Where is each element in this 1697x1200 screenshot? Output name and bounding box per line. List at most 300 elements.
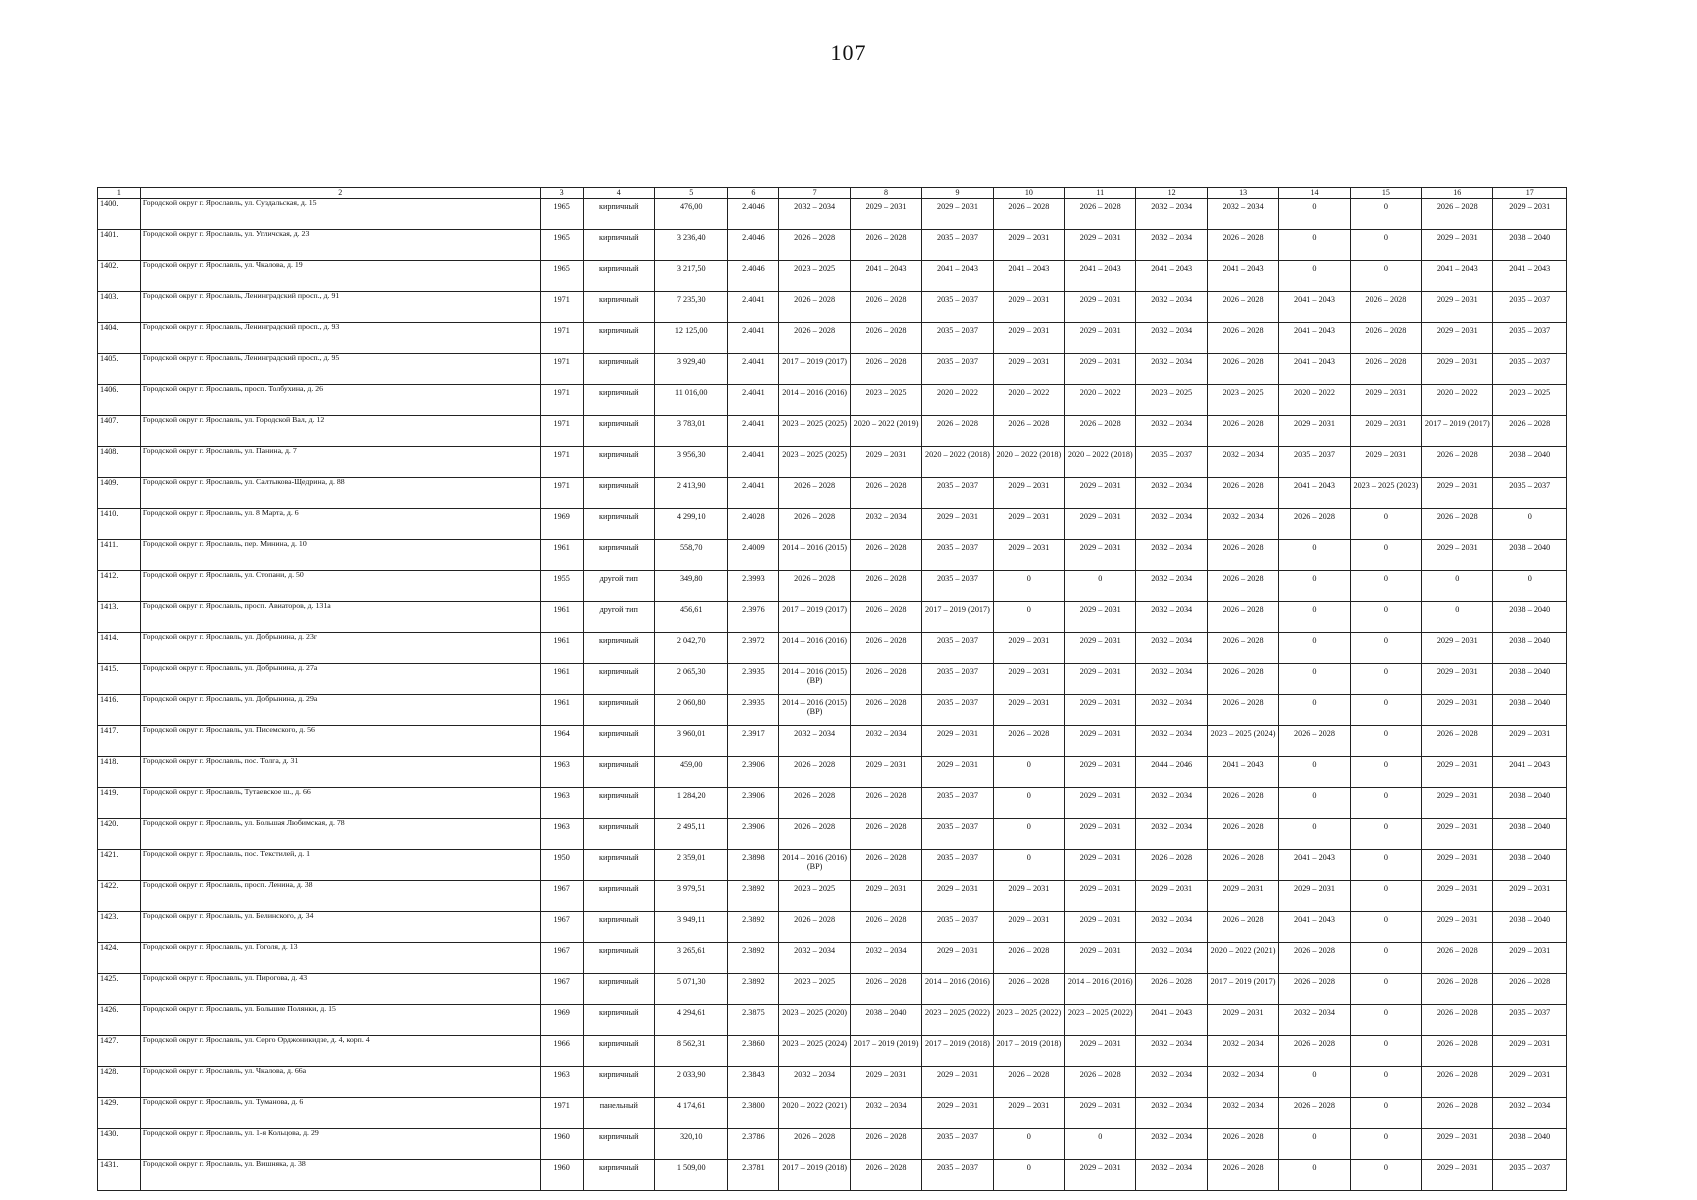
table-cell: 2041 – 2043 bbox=[1207, 757, 1278, 788]
table-cell: 2032 – 2034 bbox=[1136, 230, 1207, 261]
table-row bbox=[98, 478, 1567, 509]
row-number: 1403. bbox=[98, 292, 141, 323]
table-cell: 2029 – 2031 bbox=[993, 540, 1064, 571]
table-cell: 2029 – 2031 bbox=[922, 881, 993, 912]
table-cell: 2026 – 2028 bbox=[1422, 1005, 1493, 1036]
table-cell: 558,70 bbox=[654, 540, 727, 571]
table-cell: 456,61 bbox=[654, 602, 727, 633]
table-cell: 0 bbox=[1279, 540, 1350, 571]
table-cell: 2035 – 2037 bbox=[922, 323, 993, 354]
table-cell: 2029 – 2031 bbox=[1065, 292, 1136, 323]
address-cell: Городской округ г. Ярославль, ул. Стопани, д. 50 bbox=[140, 571, 540, 602]
column-header: 9 bbox=[922, 188, 993, 199]
row-number: 1413. bbox=[98, 602, 141, 633]
table-cell: 2026 – 2028 bbox=[850, 819, 921, 850]
table-cell: 2029 – 2031 bbox=[993, 664, 1064, 695]
table-cell: 0 bbox=[1279, 602, 1350, 633]
table-cell: 2026 – 2028 bbox=[1065, 199, 1136, 230]
table-row bbox=[98, 974, 1567, 1005]
table-cell: 2041 – 2043 bbox=[1136, 261, 1207, 292]
table-cell: 2026 – 2028 bbox=[993, 943, 1064, 974]
table-cell: 320,10 bbox=[654, 1129, 727, 1160]
address-cell: Городской округ г. Ярославль, Тутаевское ш., д. 66 bbox=[140, 788, 540, 819]
table-cell: 2035 – 2037 bbox=[922, 912, 993, 943]
table-cell: 2029 – 2031 bbox=[1065, 881, 1136, 912]
table-cell: 2035 – 2037 bbox=[1493, 1160, 1567, 1191]
table-cell: 2026 – 2028 bbox=[1422, 1098, 1493, 1129]
table-cell: 0 bbox=[1350, 943, 1421, 974]
table-cell: 2032 – 2034 bbox=[850, 1098, 921, 1129]
table-cell: 2035 – 2037 bbox=[1493, 354, 1567, 385]
table-row bbox=[98, 354, 1567, 385]
table-cell: 2035 – 2037 bbox=[922, 292, 993, 323]
table-cell: 2029 – 2031 bbox=[1422, 695, 1493, 726]
table-cell: 1960 bbox=[540, 1160, 583, 1191]
table-cell: 1 509,00 bbox=[654, 1160, 727, 1191]
table-cell: 2026 – 2028 bbox=[779, 292, 850, 323]
table-cell: 2026 – 2028 bbox=[1207, 788, 1278, 819]
row-number: 1422. bbox=[98, 881, 141, 912]
table-cell: 2041 – 2043 bbox=[1493, 757, 1567, 788]
row-number: 1411. bbox=[98, 540, 141, 571]
table-cell: 2029 – 2031 bbox=[922, 726, 993, 757]
address-cell: Городской округ г. Ярославль, пер. Минина, д. 10 bbox=[140, 540, 540, 571]
table-cell: 2014 – 2016 (2015) (ВР) bbox=[779, 664, 850, 695]
table-cell: 2020 – 2022 bbox=[1279, 385, 1350, 416]
table-cell: 2029 – 2031 bbox=[850, 881, 921, 912]
table-cell: 2.3906 bbox=[728, 819, 779, 850]
table-cell: 2.4041 bbox=[728, 323, 779, 354]
table-cell: 5 071,30 bbox=[654, 974, 727, 1005]
table-cell: 2029 – 2031 bbox=[1422, 819, 1493, 850]
table-cell: 2026 – 2028 bbox=[850, 478, 921, 509]
table-cell: 2041 – 2043 bbox=[1279, 850, 1350, 881]
table-cell: кирпичный bbox=[583, 664, 654, 695]
table-cell: 2029 – 2031 bbox=[1065, 509, 1136, 540]
table-cell: 1961 bbox=[540, 664, 583, 695]
table-cell: 2026 – 2028 bbox=[850, 1129, 921, 1160]
table-cell: кирпичный bbox=[583, 385, 654, 416]
table-cell: 2044 – 2046 bbox=[1136, 757, 1207, 788]
table-cell: 2029 – 2031 bbox=[922, 943, 993, 974]
table-cell: 2029 – 2031 bbox=[1422, 292, 1493, 323]
table-row bbox=[98, 664, 1567, 695]
table-row bbox=[98, 509, 1567, 540]
table-cell: 2026 – 2028 bbox=[850, 974, 921, 1005]
table-cell: 2035 – 2037 bbox=[1493, 478, 1567, 509]
table-cell: 2029 – 2031 bbox=[1065, 664, 1136, 695]
table-cell: 1 284,20 bbox=[654, 788, 727, 819]
table-cell: 2041 – 2043 bbox=[1065, 261, 1136, 292]
table-row bbox=[98, 633, 1567, 664]
table-cell: 1964 bbox=[540, 726, 583, 757]
table-cell: 2032 – 2034 bbox=[1136, 943, 1207, 974]
table-cell: 3 960,01 bbox=[654, 726, 727, 757]
table-cell: кирпичный bbox=[583, 819, 654, 850]
table-cell: 1966 bbox=[540, 1036, 583, 1067]
table-cell: 2 359,01 bbox=[654, 850, 727, 881]
row-number: 1414. bbox=[98, 633, 141, 664]
row-number: 1425. bbox=[98, 974, 141, 1005]
table-cell: 2041 – 2043 bbox=[1207, 261, 1278, 292]
table-cell: 2032 – 2034 bbox=[1136, 726, 1207, 757]
table-cell: 2032 – 2034 bbox=[1136, 323, 1207, 354]
table-cell: 2026 – 2028 bbox=[1279, 974, 1350, 1005]
table-row bbox=[98, 881, 1567, 912]
table-cell: 1967 bbox=[540, 881, 583, 912]
row-number: 1430. bbox=[98, 1129, 141, 1160]
table-row bbox=[98, 292, 1567, 323]
row-number: 1410. bbox=[98, 509, 141, 540]
table-cell: 2026 – 2028 bbox=[1207, 540, 1278, 571]
table-cell: панельный bbox=[583, 1098, 654, 1129]
table-cell: 2026 – 2028 bbox=[1207, 695, 1278, 726]
table-cell: 0 bbox=[1350, 1005, 1421, 1036]
address-cell: Городской округ г. Ярославль, Ленинградский просп., д. 93 bbox=[140, 323, 540, 354]
table-row bbox=[98, 819, 1567, 850]
table-cell: 2032 – 2034 bbox=[1136, 1067, 1207, 1098]
address-cell: Городской округ г. Ярославль, ул. Гоголя, д. 13 bbox=[140, 943, 540, 974]
table-cell: 2.3972 bbox=[728, 633, 779, 664]
table-cell: 2032 – 2034 bbox=[1136, 478, 1207, 509]
table-cell: 0 bbox=[1065, 571, 1136, 602]
address-cell: Городской округ г. Ярославль, ул. Добрынина, д. 29а bbox=[140, 695, 540, 726]
table-cell: 0 bbox=[1350, 664, 1421, 695]
table-cell: 2041 – 2043 bbox=[1279, 354, 1350, 385]
table-cell: 2 042,70 bbox=[654, 633, 727, 664]
table-cell: 2029 – 2031 bbox=[1350, 385, 1421, 416]
address-cell: Городской округ г. Ярославль, ул. Добрынина, д. 23г bbox=[140, 633, 540, 664]
table-cell: 4 174,61 bbox=[654, 1098, 727, 1129]
table-cell: 2035 – 2037 bbox=[922, 695, 993, 726]
table-cell: 0 bbox=[1350, 1160, 1421, 1191]
table-cell: 2029 – 2031 bbox=[1065, 323, 1136, 354]
table-cell: 2032 – 2034 bbox=[850, 509, 921, 540]
table-cell: 2026 – 2028 bbox=[1350, 292, 1421, 323]
table-cell: 2026 – 2028 bbox=[1207, 478, 1278, 509]
table-cell: 2029 – 2031 bbox=[993, 509, 1064, 540]
table-cell: 2 413,90 bbox=[654, 478, 727, 509]
row-number: 1423. bbox=[98, 912, 141, 943]
table-cell: 2026 – 2028 bbox=[850, 292, 921, 323]
table-cell: 2035 – 2037 bbox=[922, 819, 993, 850]
table-cell: 2.3976 bbox=[728, 602, 779, 633]
table-cell: 2.3993 bbox=[728, 571, 779, 602]
table-cell: 2020 – 2022 bbox=[922, 385, 993, 416]
table-cell: кирпичный bbox=[583, 199, 654, 230]
table-cell: 0 bbox=[993, 571, 1064, 602]
table-cell: 2026 – 2028 bbox=[779, 912, 850, 943]
table-cell: 1971 bbox=[540, 447, 583, 478]
table-row bbox=[98, 850, 1567, 881]
table-cell: 1967 bbox=[540, 974, 583, 1005]
table-cell: кирпичный bbox=[583, 509, 654, 540]
table-row bbox=[98, 1129, 1567, 1160]
table-cell: 2032 – 2034 bbox=[1136, 571, 1207, 602]
table-cell: 2 495,11 bbox=[654, 819, 727, 850]
table-cell: 0 bbox=[1279, 633, 1350, 664]
table-header-row bbox=[98, 188, 1567, 199]
table-cell: 2029 – 2031 bbox=[1279, 416, 1350, 447]
table-cell: другой тип bbox=[583, 602, 654, 633]
table-cell: 2038 – 2040 bbox=[1493, 664, 1567, 695]
table-cell: 2026 – 2028 bbox=[1422, 974, 1493, 1005]
table-cell: 2029 – 2031 bbox=[1065, 1098, 1136, 1129]
table-cell: 0 bbox=[1279, 664, 1350, 695]
table-row bbox=[98, 447, 1567, 478]
address-cell: Городской округ г. Ярославль, ул. Серго Орджоникидзе, д. 4, корп. 4 bbox=[140, 1036, 540, 1067]
address-cell: Городской округ г. Ярославль, ул. Чкалова, д. 19 bbox=[140, 261, 540, 292]
table-cell: кирпичный bbox=[583, 1005, 654, 1036]
column-header: 15 bbox=[1350, 188, 1421, 199]
table-cell: 2.4041 bbox=[728, 385, 779, 416]
row-number: 1419. bbox=[98, 788, 141, 819]
table-cell: 2.4046 bbox=[728, 199, 779, 230]
table-cell: 2035 – 2037 bbox=[922, 571, 993, 602]
table-cell: 2 033,90 bbox=[654, 1067, 727, 1098]
table-cell: 2032 – 2034 bbox=[779, 1067, 850, 1098]
table-cell: 2029 – 2031 bbox=[922, 509, 993, 540]
table-cell: 2.4028 bbox=[728, 509, 779, 540]
row-number: 1404. bbox=[98, 323, 141, 354]
table-cell: 2041 – 2043 bbox=[1493, 261, 1567, 292]
row-number: 1428. bbox=[98, 1067, 141, 1098]
table-cell: 0 bbox=[1279, 230, 1350, 261]
table-cell: 2032 – 2034 bbox=[1136, 354, 1207, 385]
table-row bbox=[98, 199, 1567, 230]
table-cell: 2026 – 2028 bbox=[993, 726, 1064, 757]
table-cell: 0 bbox=[1279, 788, 1350, 819]
table-cell: 2029 – 2031 bbox=[1493, 881, 1567, 912]
table-cell: 2023 – 2025 (2022) bbox=[1065, 1005, 1136, 1036]
address-cell: Городской округ г. Ярославль, пос. Текстилей, д. 1 bbox=[140, 850, 540, 881]
table-cell: 2.3800 bbox=[728, 1098, 779, 1129]
table-cell: 2041 – 2043 bbox=[993, 261, 1064, 292]
table-cell: 2041 – 2043 bbox=[922, 261, 993, 292]
table-cell: 2035 – 2037 bbox=[1136, 447, 1207, 478]
column-header: 13 bbox=[1207, 188, 1278, 199]
table-cell: 1969 bbox=[540, 1005, 583, 1036]
table-cell: 2.3860 bbox=[728, 1036, 779, 1067]
row-number: 1417. bbox=[98, 726, 141, 757]
table-cell: 2029 – 2031 bbox=[1422, 1160, 1493, 1191]
table-row bbox=[98, 261, 1567, 292]
table-cell: 2032 – 2034 bbox=[1136, 912, 1207, 943]
table-cell: 2023 – 2025 (2025) bbox=[779, 447, 850, 478]
table-cell: 0 bbox=[1350, 1036, 1421, 1067]
table-cell: 2014 – 2016 (2016) bbox=[922, 974, 993, 1005]
table-cell: 2032 – 2034 bbox=[1136, 602, 1207, 633]
table-cell: 2026 – 2028 bbox=[1279, 1036, 1350, 1067]
table-cell: 2014 – 2016 (2016) bbox=[779, 633, 850, 664]
table-cell: 2035 – 2037 bbox=[922, 230, 993, 261]
table-cell: 2029 – 2031 bbox=[1422, 757, 1493, 788]
table-cell: 349,80 bbox=[654, 571, 727, 602]
table-cell: 2017 – 2019 (2018) bbox=[922, 1036, 993, 1067]
table-cell: 2029 – 2031 bbox=[850, 447, 921, 478]
table-cell: 1971 bbox=[540, 292, 583, 323]
table-cell: 2029 – 2031 bbox=[993, 230, 1064, 261]
table-cell: 2029 – 2031 bbox=[1350, 416, 1421, 447]
table-cell: кирпичный bbox=[583, 850, 654, 881]
column-header: 10 bbox=[993, 188, 1064, 199]
table-cell: 2026 – 2028 bbox=[1279, 509, 1350, 540]
table-cell: 2032 – 2034 bbox=[779, 726, 850, 757]
table-cell: 2029 – 2031 bbox=[1207, 1005, 1278, 1036]
table-cell: 2026 – 2028 bbox=[850, 540, 921, 571]
table-cell: 2017 – 2019 (2017) bbox=[779, 354, 850, 385]
table-cell: 2032 – 2034 bbox=[1207, 1036, 1278, 1067]
table-cell: 2029 – 2031 bbox=[1422, 354, 1493, 385]
table-cell: кирпичный bbox=[583, 757, 654, 788]
address-cell: Городской округ г. Ярославль, Ленинградский просп., д. 91 bbox=[140, 292, 540, 323]
row-number: 1408. bbox=[98, 447, 141, 478]
table-cell: кирпичный bbox=[583, 230, 654, 261]
table-row bbox=[98, 912, 1567, 943]
table-cell: 2032 – 2034 bbox=[1136, 292, 1207, 323]
address-cell: Городской округ г. Ярославль, ул. Городской Вал, д. 12 bbox=[140, 416, 540, 447]
table-cell: 2029 – 2031 bbox=[1065, 354, 1136, 385]
table-cell: 2038 – 2040 bbox=[1493, 447, 1567, 478]
table-cell: 2029 – 2031 bbox=[993, 354, 1064, 385]
table-cell: 2026 – 2028 bbox=[1350, 323, 1421, 354]
table-cell: 0 bbox=[1350, 726, 1421, 757]
table-cell: 2029 – 2031 bbox=[1422, 230, 1493, 261]
table-cell: 2038 – 2040 bbox=[1493, 602, 1567, 633]
column-header: 12 bbox=[1136, 188, 1207, 199]
table-cell: 1960 bbox=[540, 1129, 583, 1160]
table-cell: 2026 – 2028 bbox=[779, 478, 850, 509]
table-cell: 1963 bbox=[540, 819, 583, 850]
table-cell: 2038 – 2040 bbox=[1493, 819, 1567, 850]
table-cell: 0 bbox=[1279, 819, 1350, 850]
table-cell: 2035 – 2037 bbox=[922, 788, 993, 819]
table-cell: 0 bbox=[1350, 1067, 1421, 1098]
table-cell: 2017 – 2019 (2017) bbox=[779, 602, 850, 633]
table-cell: 2020 – 2022 bbox=[993, 385, 1064, 416]
table-cell: 2035 – 2037 bbox=[1493, 323, 1567, 354]
table-cell: кирпичный bbox=[583, 354, 654, 385]
table-cell: 0 bbox=[1279, 261, 1350, 292]
table-cell: 2026 – 2028 bbox=[1422, 447, 1493, 478]
table-cell: 2029 – 2031 bbox=[1065, 478, 1136, 509]
address-cell: Городской округ г. Ярославль, ул. Суздальская, д. 15 bbox=[140, 199, 540, 230]
table-row bbox=[98, 602, 1567, 633]
table-cell: 476,00 bbox=[654, 199, 727, 230]
table-cell: 3 956,30 bbox=[654, 447, 727, 478]
row-number: 1415. bbox=[98, 664, 141, 695]
table-cell: 2026 – 2028 bbox=[1207, 354, 1278, 385]
table-cell: 2023 – 2025 bbox=[1493, 385, 1567, 416]
table-cell: 2026 – 2028 bbox=[993, 974, 1064, 1005]
table-cell: 3 949,11 bbox=[654, 912, 727, 943]
table-cell: 2029 – 2031 bbox=[1065, 788, 1136, 819]
table-cell: 2032 – 2034 bbox=[1136, 416, 1207, 447]
table-cell: 2.4041 bbox=[728, 354, 779, 385]
table-cell: 3 236,40 bbox=[654, 230, 727, 261]
table-cell: 2029 – 2031 bbox=[1065, 602, 1136, 633]
table-cell: 1965 bbox=[540, 230, 583, 261]
table-cell: кирпичный bbox=[583, 478, 654, 509]
table-row bbox=[98, 1098, 1567, 1129]
address-cell: Городской округ г. Ярославль, ул. Большая Любимская, д. 78 bbox=[140, 819, 540, 850]
row-number: 1402. bbox=[98, 261, 141, 292]
table-cell: 2026 – 2028 bbox=[1422, 1036, 1493, 1067]
table-cell: 0 bbox=[993, 788, 1064, 819]
table-cell: 2029 – 2031 bbox=[1350, 447, 1421, 478]
table-cell: 2023 – 2025 (2024) bbox=[1207, 726, 1278, 757]
table-cell: 2020 – 2022 (2018) bbox=[922, 447, 993, 478]
table-cell: 2032 – 2034 bbox=[1136, 695, 1207, 726]
table-cell: 2026 – 2028 bbox=[1207, 1160, 1278, 1191]
table-cell: 2038 – 2040 bbox=[1493, 230, 1567, 261]
row-number: 1409. bbox=[98, 478, 141, 509]
table-cell: 2014 – 2016 (2016) (ВР) bbox=[779, 850, 850, 881]
table-cell: 1971 bbox=[540, 1098, 583, 1129]
table-cell: 2023 – 2025 (2023) bbox=[1350, 478, 1421, 509]
table-cell: 2.3781 bbox=[728, 1160, 779, 1191]
address-cell: Городской округ г. Ярославль, просп. Толбухина, д. 26 bbox=[140, 385, 540, 416]
table-cell: 2041 – 2043 bbox=[1136, 1005, 1207, 1036]
table-cell: 2035 – 2037 bbox=[922, 1160, 993, 1191]
table-cell: 2032 – 2034 bbox=[1136, 819, 1207, 850]
table-cell: 2029 – 2031 bbox=[1493, 726, 1567, 757]
table-cell: 1971 bbox=[540, 385, 583, 416]
table-cell: 11 016,00 bbox=[654, 385, 727, 416]
table-cell: 2041 – 2043 bbox=[1279, 478, 1350, 509]
column-header: 11 bbox=[1065, 188, 1136, 199]
table-cell: 2029 – 2031 bbox=[1422, 664, 1493, 695]
table-cell: 0 bbox=[1493, 571, 1567, 602]
table-cell: 2026 – 2028 bbox=[1422, 726, 1493, 757]
table-cell: 2035 – 2037 bbox=[922, 540, 993, 571]
row-number: 1407. bbox=[98, 416, 141, 447]
table-cell: кирпичный bbox=[583, 447, 654, 478]
table-cell: 2035 – 2037 bbox=[922, 633, 993, 664]
table-cell: 2029 – 2031 bbox=[993, 695, 1064, 726]
table-cell: 0 bbox=[1493, 509, 1567, 540]
table-cell: 8 562,31 bbox=[654, 1036, 727, 1067]
table-cell: 2026 – 2028 bbox=[1279, 943, 1350, 974]
table-cell: 2023 – 2025 bbox=[779, 974, 850, 1005]
table-cell: кирпичный bbox=[583, 416, 654, 447]
table-cell: 2026 – 2028 bbox=[1279, 1098, 1350, 1129]
table-cell: 1963 bbox=[540, 1067, 583, 1098]
table-cell: 2014 – 2016 (2015) bbox=[779, 540, 850, 571]
table-cell: 1967 bbox=[540, 912, 583, 943]
table-cell: 2029 – 2031 bbox=[922, 1067, 993, 1098]
table-cell: 2038 – 2040 bbox=[1493, 540, 1567, 571]
table-cell: 2026 – 2028 bbox=[1207, 602, 1278, 633]
table-cell: 0 bbox=[1350, 819, 1421, 850]
table-cell: 2026 – 2028 bbox=[1207, 633, 1278, 664]
table-cell: 2032 – 2034 bbox=[850, 943, 921, 974]
table-cell: 2.3917 bbox=[728, 726, 779, 757]
table-cell: 2.3892 bbox=[728, 881, 779, 912]
table-cell: 2014 – 2016 (2016) bbox=[779, 385, 850, 416]
table-cell: 0 bbox=[993, 1129, 1064, 1160]
table-cell: 2026 – 2028 bbox=[1207, 664, 1278, 695]
table-cell: 2026 – 2028 bbox=[1207, 292, 1278, 323]
table-cell: 2026 – 2028 bbox=[779, 230, 850, 261]
table-cell: 0 bbox=[1422, 571, 1493, 602]
table-cell: 2032 – 2034 bbox=[1136, 1036, 1207, 1067]
row-number: 1424. bbox=[98, 943, 141, 974]
table-cell: 1965 bbox=[540, 261, 583, 292]
table-cell: 2029 – 2031 bbox=[993, 478, 1064, 509]
table-cell: 2029 – 2031 bbox=[1065, 819, 1136, 850]
column-header: 7 bbox=[779, 188, 850, 199]
